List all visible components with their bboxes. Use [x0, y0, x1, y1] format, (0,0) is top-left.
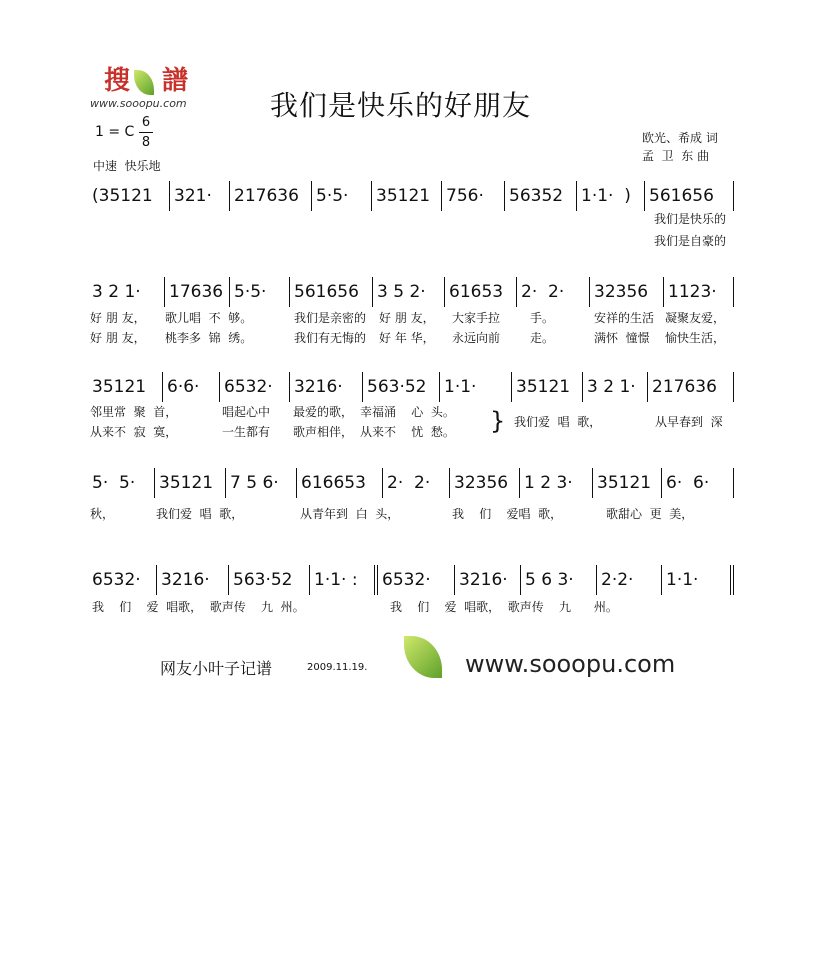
- lyric: 从青年到 白 头，: [300, 507, 400, 521]
- measure: 35121: [372, 181, 442, 211]
- measure: 6532·: [378, 565, 455, 595]
- lyric: 最爱的歌，: [293, 405, 354, 419]
- measure: (35121: [88, 181, 170, 211]
- lyric: 歌儿唱 不 够。: [165, 311, 253, 325]
- measure: 1 2 3·: [520, 468, 593, 498]
- measure: 1·1· ): [577, 181, 645, 211]
- measure: 561656: [645, 181, 734, 211]
- lyric: 从来不 寂 寞，: [90, 425, 178, 439]
- measure: 3 2 1·: [583, 372, 648, 402]
- measure: 2· 2·: [383, 468, 450, 498]
- measure: 35121: [155, 468, 226, 498]
- lyric: 我们有无悔的: [294, 331, 367, 345]
- measure: 5· 5·: [88, 468, 155, 498]
- measure: 561656: [290, 277, 373, 307]
- lyric: 从早春到 深: [655, 415, 723, 429]
- measure: 5·5·: [230, 277, 290, 307]
- measure: 1123·: [664, 277, 734, 307]
- staff-line-2: [88, 277, 736, 307]
- lyric: 好 年 华，: [379, 331, 435, 345]
- staff-line-4: [88, 468, 736, 498]
- lyric: 我们爱 唱 歌，: [514, 415, 602, 429]
- lyric: 歌甜心 更 美，: [606, 507, 694, 521]
- measure: 17636: [165, 277, 230, 307]
- lyric: 我 们 爱唱 歌，: [452, 507, 563, 521]
- measure: 32356: [590, 277, 664, 307]
- lyric: 一生都有: [222, 425, 271, 439]
- measure: 6· 6·: [662, 468, 734, 498]
- lyric: 从来不 忧 愁。: [360, 425, 455, 439]
- lyric: 愉快生活，: [665, 331, 726, 345]
- time-signature-bar: [139, 132, 153, 133]
- measure: 3 2 1·: [88, 277, 165, 307]
- lyric: 幸福涌 心 头。: [360, 405, 455, 419]
- lyric: 我们是快乐的: [654, 212, 727, 226]
- composer-credit: 孟 卫 东 曲: [642, 149, 710, 163]
- lyric: 大家手拉: [452, 311, 501, 325]
- lyric: 秋，: [90, 507, 115, 521]
- lyric: 满怀 憧憬: [594, 331, 650, 345]
- lyric: 唱起心中: [222, 405, 271, 419]
- measure: 6532·: [220, 372, 290, 402]
- logo-url: www.sooopu.com: [90, 97, 187, 110]
- staff-line-3: [88, 372, 736, 402]
- lyric: 邻里常 聚 首，: [90, 405, 178, 419]
- time-signature-bottom: 8: [141, 135, 151, 150]
- lyric: 好 朋 友，: [90, 331, 146, 345]
- measure: 2· 2·: [517, 277, 590, 307]
- footer-url: www.sooopu.com: [465, 650, 676, 678]
- staff-line-1: [88, 181, 736, 211]
- measure: 3216·: [157, 565, 229, 595]
- measure: 217636: [648, 372, 734, 402]
- lyric: 凝聚友爱，: [665, 311, 726, 325]
- measure: 563·52: [229, 565, 310, 595]
- transcription-date: 2009.11.19.: [307, 662, 368, 673]
- lyric: 永远向前: [452, 331, 501, 345]
- measure: 56352: [505, 181, 577, 211]
- measure: 563·52: [363, 372, 440, 402]
- lyric: 我们是自豪的: [654, 234, 727, 248]
- brace: }: [490, 407, 506, 435]
- measure: 5·5·: [312, 181, 372, 211]
- logo-text: 搜譜: [104, 66, 221, 96]
- lyric: 走。: [530, 331, 555, 345]
- lyricist-credit: 欧光、希成 词: [642, 131, 718, 145]
- measure: 5 6 3·: [521, 565, 597, 595]
- measure: 61653: [445, 277, 517, 307]
- lyric: 手。: [530, 311, 555, 325]
- measure: 1·1·: [440, 372, 512, 402]
- lyric: 我 们 爱 唱歌， 歌声传 九 州。: [390, 600, 618, 614]
- measure: 3 5 2·: [373, 277, 445, 307]
- lyric: 我们爱 唱 歌，: [156, 507, 244, 521]
- lyric: 我们是亲密的: [294, 311, 367, 325]
- measure: 7 5 6·: [226, 468, 297, 498]
- measure: 35121: [88, 372, 163, 402]
- time-signature-top: 6: [141, 115, 151, 130]
- transcriber-credit: 网友小叶子记谱: [160, 659, 273, 678]
- measure-repeat-end: 1·1· :: [310, 565, 378, 595]
- lyric: 我 们 爱 唱歌， 歌声传 九 州。: [92, 600, 305, 614]
- staff-line-5: [88, 565, 736, 595]
- lyric: 安祥的生活: [594, 311, 655, 325]
- lyric: 好 朋 友，: [379, 311, 435, 325]
- measure: 3216·: [455, 565, 521, 595]
- measure: 32356: [450, 468, 520, 498]
- tempo-marking: 中速 快乐地: [93, 159, 161, 173]
- song-title: 我们是快乐的好朋友: [270, 89, 532, 122]
- measure: 756·: [442, 181, 505, 211]
- measure-final: 1·1·: [662, 565, 734, 595]
- measure: 3216·: [290, 372, 363, 402]
- lyric: 歌声相伴，: [293, 425, 354, 439]
- measure: 6532·: [88, 565, 157, 595]
- measure: 2·2·: [597, 565, 662, 595]
- measure: 616653: [297, 468, 383, 498]
- lyric: 桃李多 锦 绣。: [165, 331, 253, 345]
- leaf-logo-icon: [404, 636, 442, 678]
- lyric: 好 朋 友，: [90, 311, 146, 325]
- measure: 35121: [593, 468, 662, 498]
- key-signature: 1 = C: [95, 124, 135, 140]
- measure: 217636: [230, 181, 312, 211]
- measure: 321·: [170, 181, 230, 211]
- measure: 35121: [512, 372, 583, 402]
- measure: 6·6·: [163, 372, 220, 402]
